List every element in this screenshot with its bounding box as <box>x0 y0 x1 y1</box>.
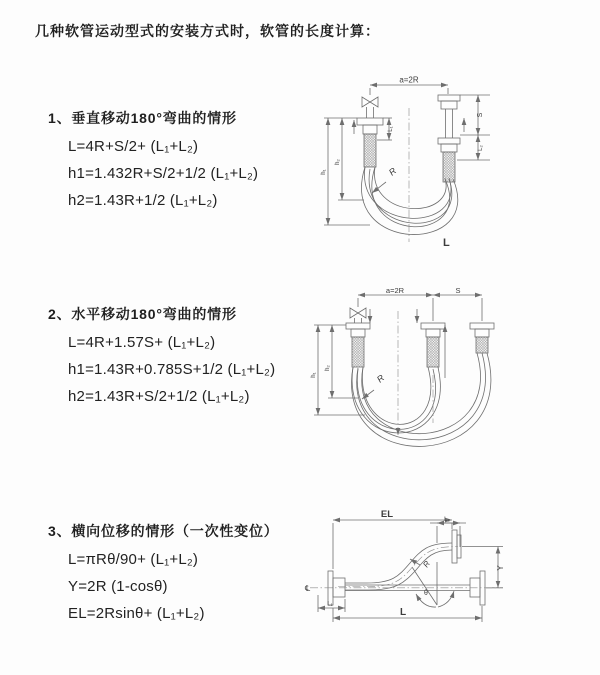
dim-label-fit-left: L₁ <box>388 126 394 132</box>
diagram-lateral-displacement <box>300 505 585 660</box>
centerline-mark: ℄ <box>305 584 311 593</box>
dim-label-fit-left: L₁ <box>327 601 333 608</box>
theta-label: θ <box>424 590 428 597</box>
valve-icon <box>350 308 366 318</box>
dim-label-h2: h₂ <box>335 159 341 165</box>
radius-label: R <box>421 559 432 570</box>
dim-label-stroke: S <box>455 286 461 295</box>
formula-h2: h2=1.43R+S/2+1/2 (L₁+L₂) <box>68 388 250 405</box>
length-label: L <box>443 237 450 249</box>
dim-label-span: a=2R <box>399 75 419 85</box>
diagram-horizontal-bend <box>310 283 560 465</box>
formula-h1: h1=1.43R+0.785S+1/2 (L₁+L₂) <box>68 361 276 378</box>
dim-label-h1: h₁ <box>321 169 327 175</box>
formula-el: EL=2Rsinθ+ (L₁+L₂) <box>68 605 205 622</box>
length-label: L <box>399 607 407 618</box>
page-title: 几种软管运动型式的安装方式时，软管的长度计算： <box>35 23 380 39</box>
valve-icon <box>362 97 378 107</box>
dim-label-y: Y <box>496 565 505 571</box>
formula-l: L=4R+1.57S+ (L₁+L₂) <box>68 334 216 351</box>
section-2-heading: 2、水平移动180°弯曲的情形 <box>48 306 237 322</box>
dim-label-stroke: S <box>477 112 484 118</box>
section-vertical-bend <box>48 108 258 217</box>
formula-y: Y=2R (1-cosθ) <box>68 578 168 595</box>
radius-label: R <box>386 165 399 178</box>
dim-label-el: EL <box>380 509 394 520</box>
section-horizontal-bend <box>48 304 275 413</box>
formula-h2: h2=1.43R+1/2 (L₁+L₂) <box>68 192 218 209</box>
formula-l: L=πRθ/90+ (L₁+L₂) <box>68 551 199 568</box>
dim-label-fit-right: L₂ <box>444 517 450 523</box>
formula-l: L=4R+S/2+ (L₁+L₂) <box>68 138 199 155</box>
radius-label: R <box>374 372 387 385</box>
dim-label-h2: h₂ <box>325 365 331 371</box>
formula-h1: h1=1.432R+S/2+1/2 (L₁+L₂) <box>68 165 259 182</box>
dim-label-fit-right: L₂ <box>478 145 484 151</box>
dim-label-span: a=2R <box>385 286 405 295</box>
dim-label-h1: h₁ <box>311 372 317 378</box>
section-3-heading: 3、横向位移的情形（一次性变位） <box>48 523 279 539</box>
section-lateral-displacement <box>48 521 279 630</box>
diagram-vertical-bend <box>312 72 562 257</box>
section-1-heading: 1、垂直移动180°弯曲的情形 <box>48 110 237 126</box>
